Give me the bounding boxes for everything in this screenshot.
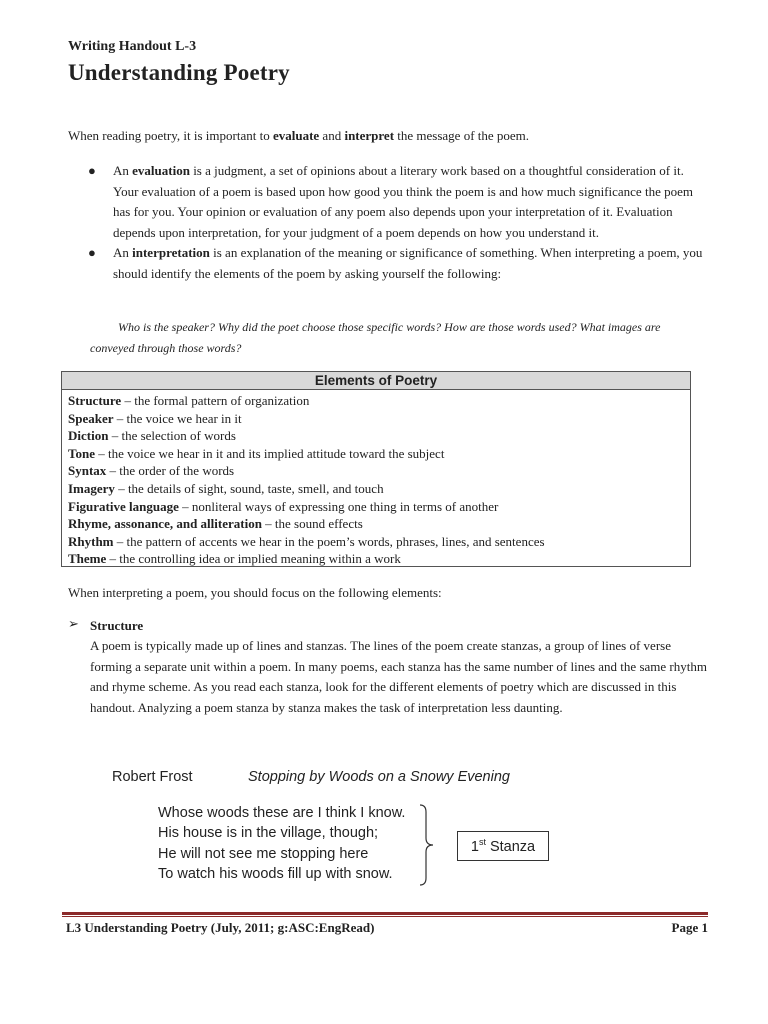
definition-bullets	[68, 161, 708, 284]
right-brace-icon	[418, 804, 436, 886]
structure-title: Structure	[90, 618, 144, 633]
element-row: Diction – the selection of words	[68, 428, 236, 444]
element-row: Rhythm – the pattern of accents we hear in the poem’s words, phrases, lines, and sentences	[68, 533, 545, 549]
poem-stanza	[158, 803, 405, 884]
poem-title: Stopping by Woods on a Snowy Evening	[248, 769, 510, 785]
arrow-bullet-icon: ➢	[68, 616, 79, 631]
element-row: Imagery – the details of sight, sound, taste, smell, and touch	[68, 480, 384, 496]
element-row: Theme – the controlling idea or implied meaning within a work	[68, 551, 401, 567]
handout-label: Writing Handout L-3	[68, 39, 197, 54]
structure-paragraph: A poem is typically made up of lines and stanzas. The lines of the poem create stanzas, a group of lines of verse forming a separate unit within a poem. In many poems, each stanza has the same number of lines and the same rhythm and rhyme scheme. As you read each stanza, look for the different elements of poetry which are discussed in this handout. Analyzing a poem stanza by stanza makes the task of interpretation less daunting.	[90, 638, 707, 715]
bullet-dot-icon: ●	[88, 245, 96, 260]
elements-of-poetry-table	[61, 371, 691, 567]
footer-rule	[62, 912, 708, 915]
page-title: Understanding Poetry	[68, 60, 290, 85]
guiding-questions: Who is the speaker? Why did the poet choose those specific words? How are those words used? What images are conveyed through those words?	[90, 320, 661, 355]
footer-document-info: L3 Understanding Poetry (July, 2011; g:ASC:EngRead)	[66, 920, 375, 935]
intro-paragraph: When reading poetry, it is important to evaluate and interpret the message of the poem.	[68, 128, 530, 143]
element-row: Figurative language – nonliteral ways of expressing one thing in terms of another	[68, 498, 499, 514]
poem-line: To watch his woods fill up with snow.	[158, 865, 393, 882]
footer-rule-thin	[62, 916, 708, 917]
element-row: Rhyme, assonance, and alliteration – the sound effects	[68, 516, 363, 532]
poem-line: Whose woods these are I think I know.	[158, 805, 406, 821]
stanza-label-box: 1st Stanza	[457, 831, 549, 861]
bullet-interpretation: ● An interpretation is an explanation of the meaning or significance of something. When interpreting a poem, you should identify the elements of the poem by asking yourself the following:	[88, 245, 703, 281]
element-row: Tone – the voice we hear in it and its implied attitude toward the subject	[68, 445, 445, 461]
focus-intro: When interpreting a poem, you should focus on the following elements:	[68, 585, 442, 600]
poem-author: Robert Frost	[112, 769, 193, 785]
bullet-evaluation: ● An evaluation is a judgment, a set of opinions about a literary work based on a thoughtful consideration of it. Your evaluation of a poem is based upon how good you think the poem is and how much significance the poem has for you. Your opinion or evaluation of any poem also depends upon your interpretation of it. Evaluation depends upon interpretation, for your judgment of a poem depends on how you understand it.	[88, 163, 693, 240]
element-row: Structure – the formal pattern of organization	[68, 393, 310, 408]
bullet-dot-icon: ●	[88, 163, 96, 178]
element-row: Speaker – the voice we hear in it	[68, 410, 242, 426]
poem-line: His house is in the village, though;	[158, 825, 379, 842]
interpret-term: interpret	[344, 128, 395, 143]
elements-table-body	[62, 390, 690, 568]
element-row: Syntax – the order of the words	[68, 463, 235, 479]
poem-line: He will not see me stopping here	[158, 845, 369, 862]
elements-table-heading: Elements of Poetry	[62, 372, 690, 390]
footer-page-number: Page 1	[671, 920, 708, 935]
evaluate-term: evaluate	[272, 128, 320, 143]
